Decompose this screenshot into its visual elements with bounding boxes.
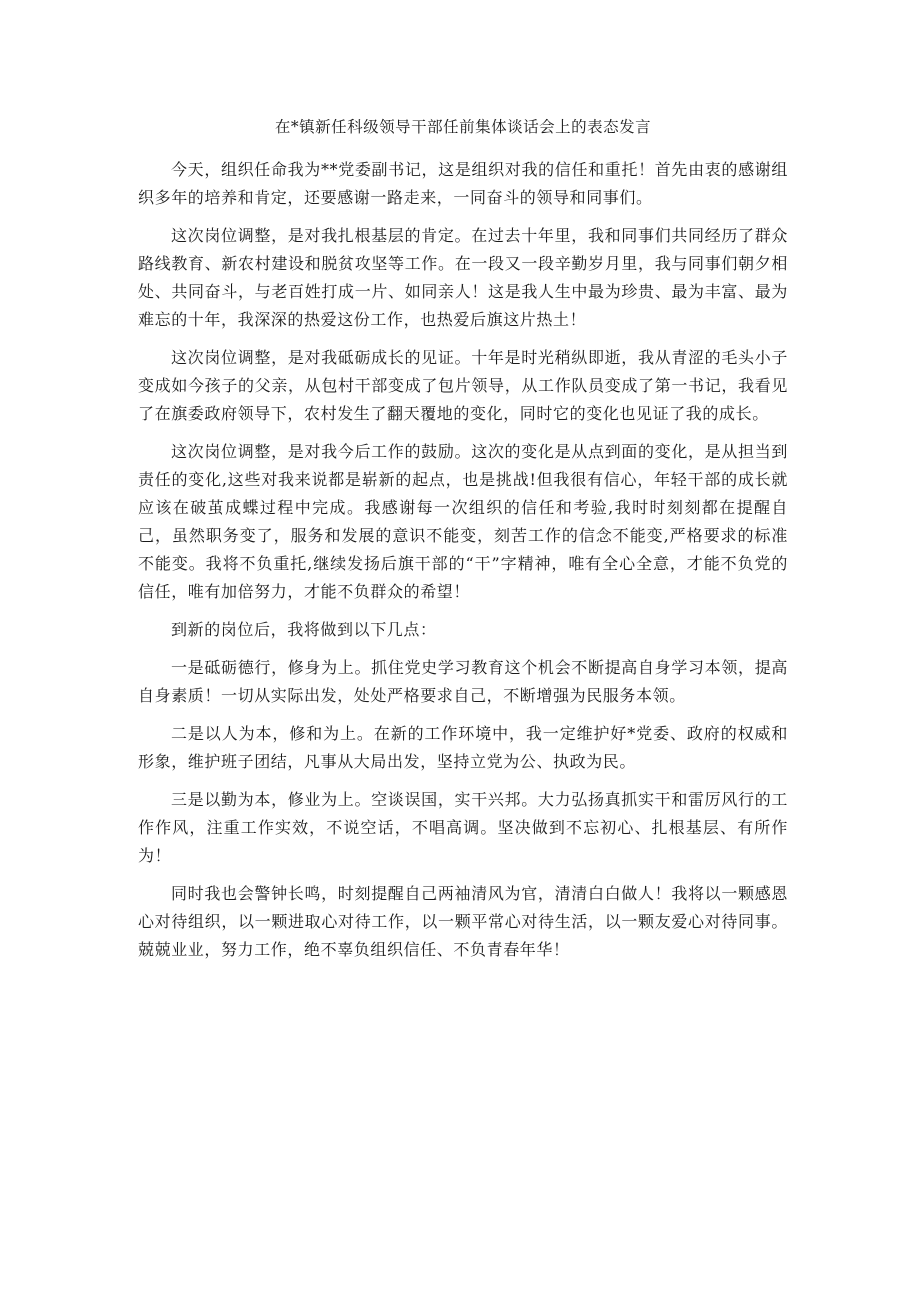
paragraph-8: 三是以勤为本，修业为上。空谈误国，实干兴邦。大力弘扬真抓实干和雷厉风行的工作作风，注重工作实效，不说空话，不唱高调。坚决做到不忘初心、扎根基层、有所作为！	[138, 790, 788, 865]
paragraph-9: 同时我也会警钟长鸣，时刻提醒自己两袖清风为官，清清白白做人！我将以一颗感恩心对待组织，以一颗进取心对待工作，以一颗平常心对待生活，以一颗友爱心对待同事。兢兢业业，努力工作，绝不辜负组织信任、不负青春年华！	[138, 884, 788, 959]
paragraph-1: 今天，组织任命我为**党委副书记，这是组织对我的信任和重托！首先由衷的感谢组织多年的培养和肯定，还要感谢一路走来，一同奋斗的领导和同事们。	[138, 160, 788, 207]
paragraph-5: 到新的岗位后，我将做到以下几点：	[171, 620, 437, 639]
paragraph-3: 这次岗位调整，是对我砥砺成长的见证。十年是时光稍纵即逝，我从青涩的毛头小子变成如今孩子的父亲，从包村干部变成了包片领导，从工作队员变成了第一书记，我看见了在旗委政府领导下，农村发生了翻天覆地的变化，同时它的变化也见证了我的成长。	[138, 348, 788, 423]
document-title: 在*镇新任科级领导干部任前集体谈话会上的表态发言	[274, 118, 652, 136]
document-body	[138, 112, 788, 974]
paragraph-6: 一是砥砺德行，修身为上。抓住党史学习教育这个机会不断提高自身学习本领，提高自身素质！一切从实际出发，处处严格要求自己，不断增强为民服务本领。	[138, 658, 788, 705]
paragraph-7: 二是以人为本，修和为上。在新的工作环境中，我一定维护好*党委、政府的权威和形象，维护班子团结，凡事从大局出发，坚持立党为公、执政为民。	[138, 724, 788, 771]
paragraph-2: 这次岗位调整，是对我扎根基层的肯定。在过去十年里，我和同事们共同经历了群众路线教育、新农村建设和脱贫攻坚等工作。在一段又一段辛勤岁月里，我与同事们朝夕相处、共同奋斗，与老百姓打成一片、如同亲人！这是我人生中最为珍贵、最为丰富、最为难忘的十年，我深深的热爱这份工作，也热爱后旗这片热土！	[138, 226, 788, 329]
paragraph-4: 这次岗位调整，是对我今后工作的鼓励。这次的变化是从点到面的变化，是从担当到责任的变化,这些对我来说都是崭新的起点，也是挑战!但我很有信心，年轻干部的成长就应该在破茧成蝶过程中完成。我感谢每一次组织的信任和考验,我时时刻刻都在提醒自己，虽然职务变了，服务和发展的意识不能变，刻苦工作的信念不能变,严格要求的标准不能变。我将不负重托,继续发扬后旗干部的“干”字精神，唯有全心全意，才能不负党的信任，唯有加倍努力，才能不负群众的希望！	[138, 442, 788, 601]
